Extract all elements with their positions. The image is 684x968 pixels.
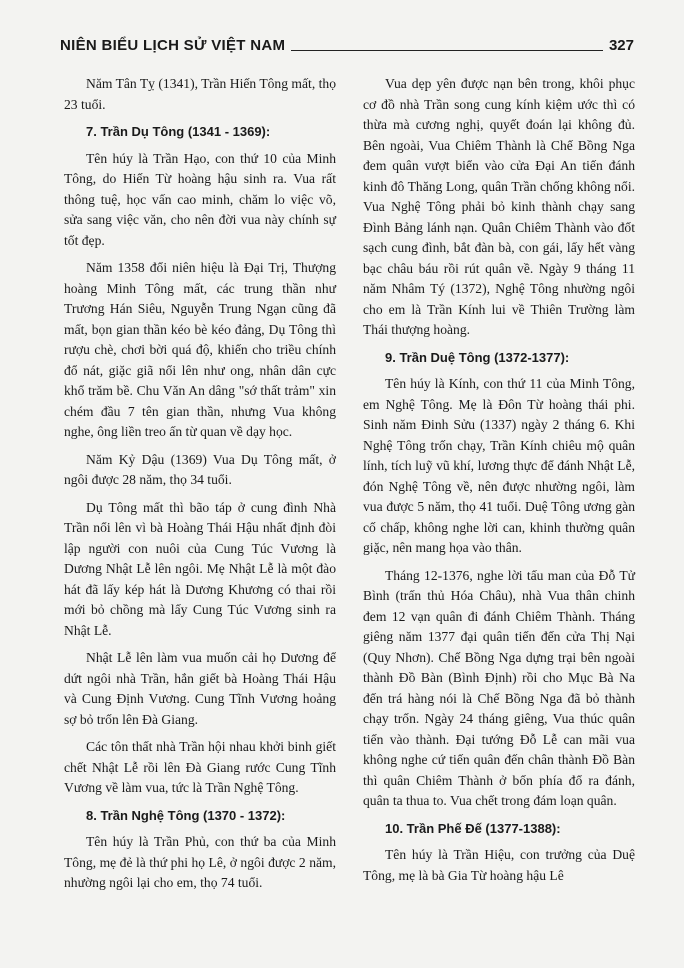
section-heading-nghe-tong: 8. Trần Nghệ Tông (1370 - 1372):: [86, 807, 286, 823]
page-number: 327: [608, 36, 634, 54]
paragraph: Tên húy là Trần Phủ, con thứ ba của Minh Tông, mẹ đẻ là thứ phi họ Lê, ở ngôi được 2 năm, nhường ngôi lại cho em, thọ 74 tuổi.: [64, 834, 336, 890]
running-header: [60, 34, 634, 56]
paragraph: Tên húy là Kính, con thứ 11 của Minh Tông, em Nghệ Tông. Mẹ là Đôn Từ hoàng thái phi. Sinh năm Đinh Sửu (1337) ngày 2 tháng 6. Khi Nghệ Tông trốn chạy, Trần Kính chiêu mộ quân lính, tích luỹ vũ khí, lương thực để đánh Nhật Lễ, đón Nghệ Tông về, nên được nhường ngôi, làm vua được 5 năm, thọ 41 tuổi. Duệ Tông ương gàn cố chấp, không nghe lời can, khinh thường quân giặc, nên mang họa vào thân.: [363, 376, 635, 555]
paragraph: Dụ Tông mất thì bão táp ở cung đình Nhà Trần nổi lên vì bà Hoàng Thái Hậu nhất định đòi lập người con nuôi của Cung Túc Vương là Dương Nhật Lễ lên ngôi. Mẹ Nhật Lễ là một đào hát đã lấy kép hát là Dương Khương có thai rồi mới bỏ chồng mà lấy Cung Túc Vương sinh ra Nhật Lễ.: [64, 499, 336, 638]
paragraph: Năm Kỷ Dậu (1369) Vua Dụ Tông mất, ở ngôi được 28 năm, thọ 34 tuổi.: [64, 451, 336, 487]
paragraph: Tên húy là Trần Hạo, con thứ 10 của Minh Tông, do Hiến Từ hoàng hậu sinh ra. Vua rất thông tuệ, học vấn cao minh, chăm lo việc võ, sửa sang việc văn, cho nên đời vua này chính sự tốt đẹp.: [64, 150, 336, 248]
header-rule: [291, 50, 603, 51]
section-heading-due-tong: 9. Trần Duệ Tông (1372-1377):: [385, 349, 570, 365]
paragraph: Tháng 12-1376, nghe lời tấu man của Đỗ Tử Bình (trấn thủ Hóa Châu), nhà Vua thân chinh đem 12 vạn quân đi đánh Chiêm Thành. Tháng giêng năm 1377 đại quân tiến đến cửa Thị Nại (Quy Nhơn). Chế Bồng Nga dựng trại bên ngoài thành Đồ Bàn (Bình Định) rồi cho Mục Bà Na đến trá hàng nói là Chế Bồng Nga đã bỏ thành chạy trốn. Ngày 24 tháng giêng, Vua thúc quân tiến vào thành. Đại tướng Đỗ Lễ can mãi vua không nghe cứ tiến quân đến chân thành Đồ Bàn thì quân Chiêm Thành ở bốn phía đổ ra đánh, quân ta thua to. Vua chết trong đám loạn quân.: [363, 567, 635, 808]
section-heading-du-tong: 7. Trần Dụ Tông (1341 - 1369):: [86, 124, 271, 139]
paragraph: Năm Tân Tỵ (1341), Trần Hiến Tông mất, thọ 23 tuổi.: [64, 76, 336, 112]
paragraph: Năm 1358 đổi niên hiệu là Đại Trị, Thượng hoàng Minh Tông mất, các trung thần như Trương Hán Siêu, Nguyễn Trung Ngạn cũng đã mất, bọn gian thần kéo bè kéo đảng, Dụ Tông thì rượu chè, chơi bời quá độ, khiến cho triều chính đổ nát, giặc giã nổi lên như ong, nhân dân cực khổ trăm bề. Chu Văn An dâng "sớ thất trảm" xin chém đầu 7 tên gian thần, nhưng Vua không nghe, ông liền treo ấn từ quan về dạy học.: [64, 260, 336, 439]
right-column: [363, 74, 635, 893]
left-column: [64, 74, 336, 901]
paragraph: Vua dẹp yên được nạn bên trong, khôi phục cơ đồ nhà Trần song cung kính kiệm ước thì có thừa mà cương nghị, quyết đoán lại không đủ. Bên ngoài, Vua Chiêm Thành là Chế Bồng Nga đem quân vượt biển vào cửa Đại An tiến đánh kinh đô Thăng Long, quân Trần chống không nổi. Vua Nghệ Tông phải bỏ kinh thành chạy sang Đình Bảng lánh nạn. Quân Chiêm Thành vào đốt sạch cung đình, bắt đàn bà, con gái, lấy hết vàng bạc châu báu rồi rút quân về. Ngày 9 tháng 11 năm Nhâm Tý (1372), Nghệ Tông nhường ngôi cho em là Trần Kính lui về Thiên Trường làm Thái thượng hoàng.: [363, 76, 635, 337]
paragraph: Tên húy là Trần Hiệu, con trưởng của Duệ Tông, mẹ là bà Gia Từ hoàng hậu Lê: [363, 847, 635, 883]
book-title: NIÊN BIỂU LỊCH SỬ VIỆT NAM: [60, 36, 286, 54]
paragraph: Các tôn thất nhà Trần hội nhau khởi binh giết chết Nhật Lễ rồi lên Đà Giang rước Cung Tĩnh Vương về làm vua, tức là Trần Nghệ Tông.: [64, 739, 336, 795]
paragraph: Nhật Lễ lên làm vua muốn cải họ Dương để dứt ngôi nhà Trần, hắn giết bà Hoàng Thái Hậu và Cung Định Vương. Cung Tĩnh Vương hoảng sợ bỏ trốn lên Đà Giang.: [64, 650, 336, 727]
section-heading-phe-de: 10. Trần Phế Đế (1377-1388):: [385, 820, 561, 836]
